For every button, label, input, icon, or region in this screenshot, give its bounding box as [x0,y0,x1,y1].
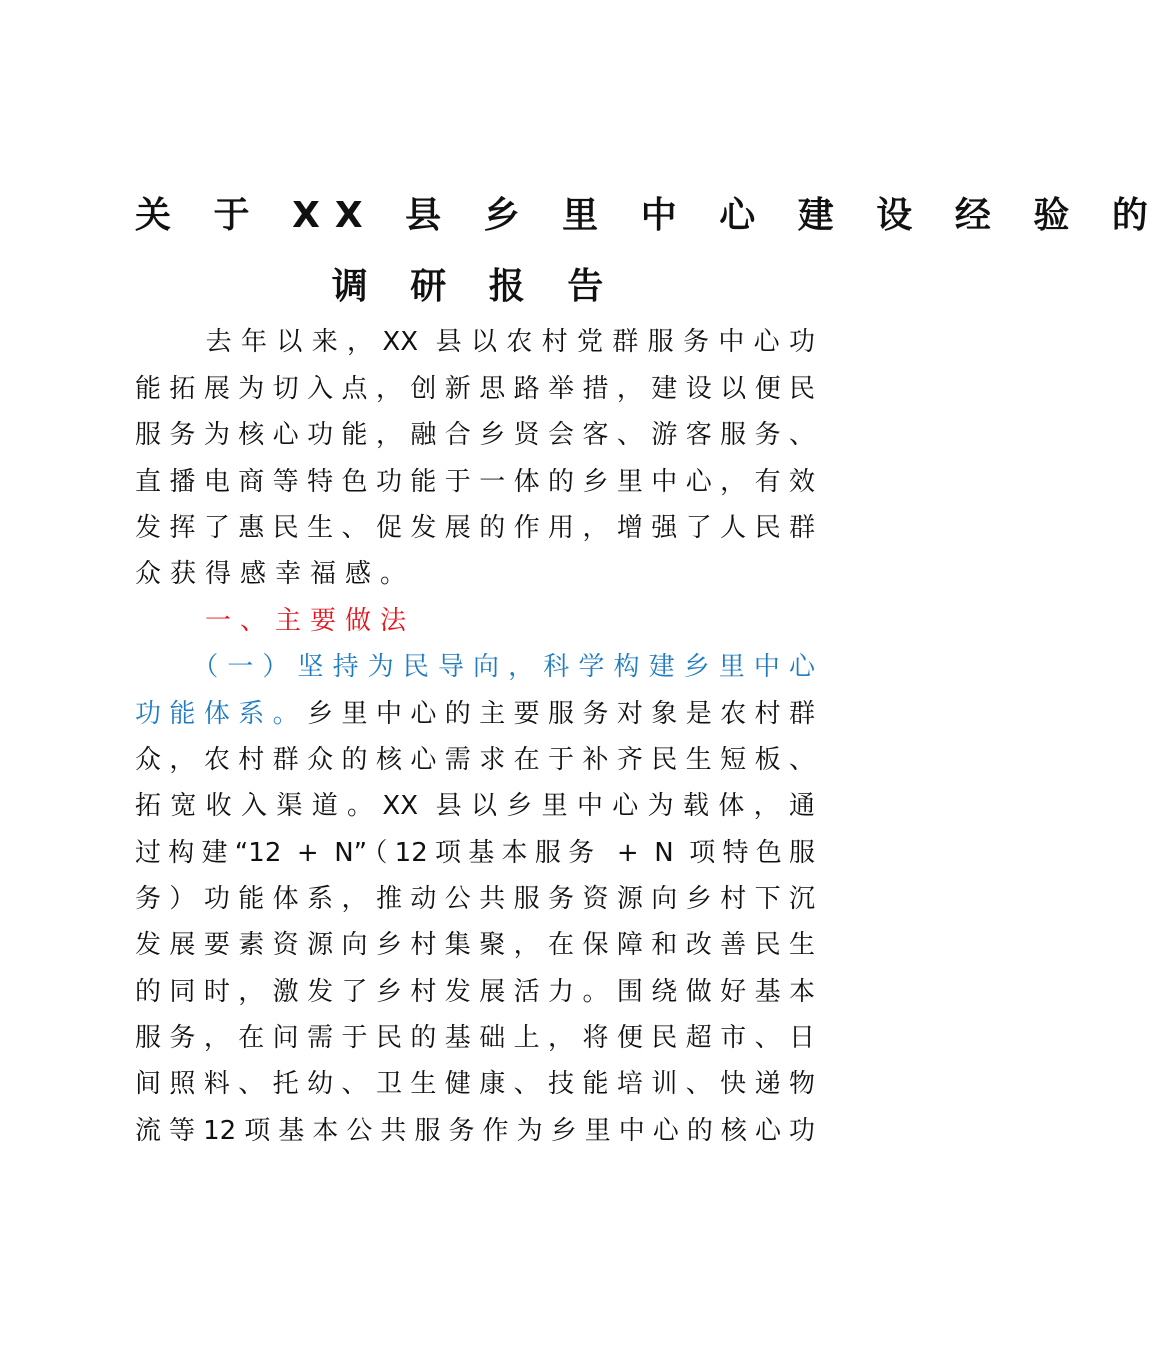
body-paragraph-line: 过构建“12 + N”（12项基本服务 + N 项特色服 [135,838,815,868]
body-paragraph-line: 众获得感幸福感。 [135,559,416,589]
body-paragraph-line: 的同时，激发了乡村发展活力。围绕做好基本 [135,977,815,1007]
body-paragraph-line: 流等12项基本公共服务作为乡里中心的核心功 [135,1116,815,1146]
body-paragraph-line: 发展要素资源向乡村集聚，在保障和改善民生 [135,930,815,960]
body-paragraph-line: 务）功能体系，推动公共服务资源向乡村下沉 [135,884,815,914]
body-paragraph-line: 直播电商等特色功能于一体的乡里中心，有效 [135,467,815,497]
document-title-line-2: 调 研 报 告 [331,266,619,307]
body-paragraph-line: 去年以来，XX 县以农村党群服务中心功 [135,327,815,357]
body-paragraph-line: 众，农村群众的核心需求在于补齐民生短板、 [135,745,815,775]
body-paragraph-line: 服务，在问需于民的基础上，将便民超市、日 [135,1023,815,1053]
body-paragraph-line: 发挥了惠民生、促发展的作用，增强了人民群 [135,513,815,543]
section-heading-main-practices: 一、主要做法 [135,606,416,636]
subsection-heading: （一）坚持为民导向，科学构建乡里中心 [135,652,815,682]
body-paragraph-line: 间照料、托幼、卫生健康、技能培训、快递物 [135,1069,815,1099]
body-text-segment: 乡里中心的主要服务对象是农村群 [307,699,815,729]
subsection-heading-tail: 功能体系。 [135,699,308,729]
body-paragraph-line: 拓宽收入渠道。XX 县以乡里中心为载体，通 [135,791,815,821]
body-paragraph-line-mixed [135,691,815,737]
body-paragraph-line: 能拓展为切入点，创新思路举措，建设以便民 [135,374,815,404]
body-paragraph-line: 服务为核心功能，融合乡贤会客、游客服务、 [135,420,815,450]
document-title-line-1: 关 于 XX 县 乡 里 中 心 建 设 经 验 的 [135,195,1163,236]
